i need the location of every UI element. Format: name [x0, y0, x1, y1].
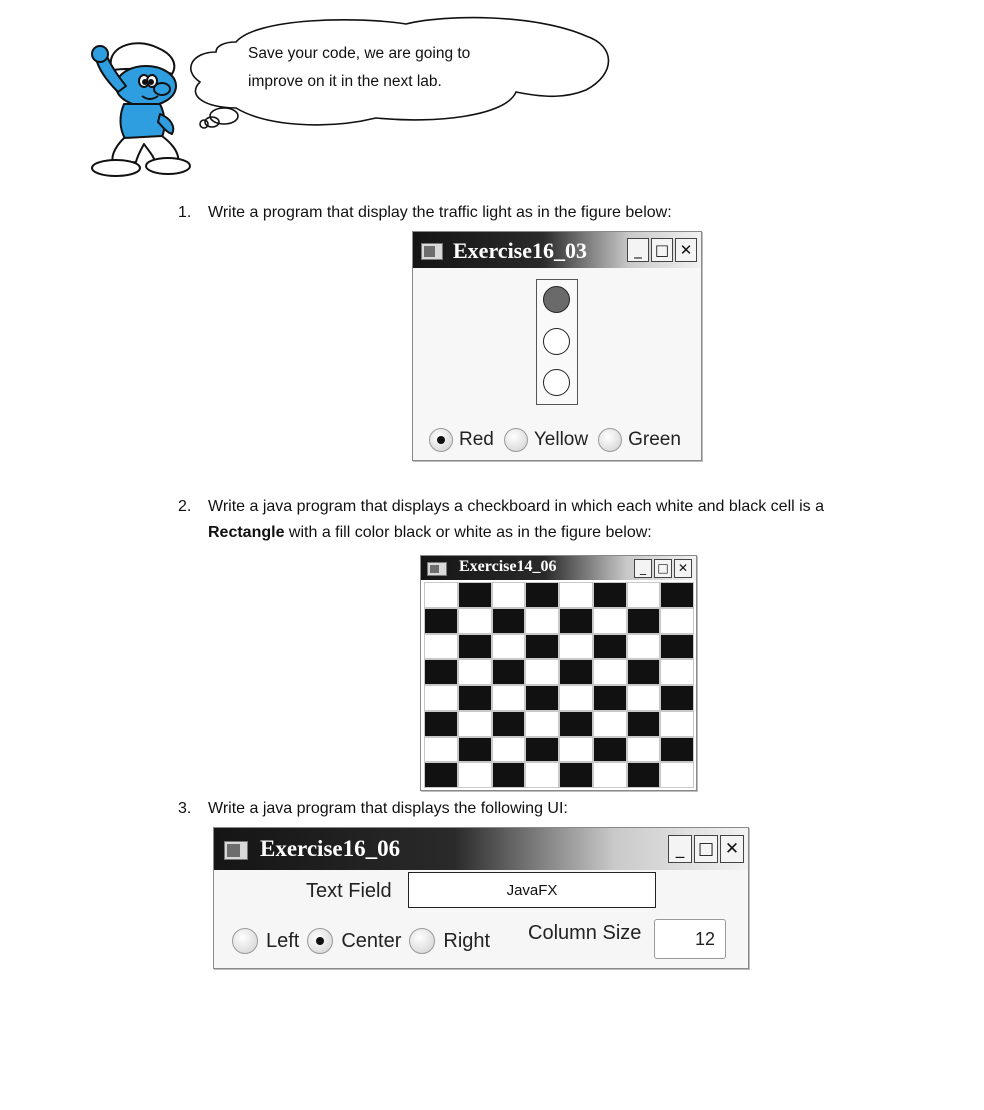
text-field-label: Text Field: [306, 880, 392, 902]
radio-indicator: [409, 928, 435, 954]
bubble-line-2: improve on it in the next lab.: [248, 73, 442, 90]
white-cell: [627, 634, 661, 660]
white-cell: [627, 685, 661, 711]
window-title: Exercise14_06: [459, 558, 557, 575]
item-text-cont: with a fill color black or white as in the figure below:: [284, 524, 652, 541]
close-button[interactable]: ✕: [675, 238, 697, 262]
black-cell: [492, 659, 526, 685]
item-number: 2.: [178, 498, 192, 515]
column-size-input[interactable]: 12: [654, 919, 726, 959]
black-cell: [593, 685, 627, 711]
white-cell: [593, 762, 627, 788]
close-button[interactable]: ✕: [720, 835, 744, 863]
black-cell: [627, 659, 661, 685]
black-cell: [458, 737, 492, 763]
radio-left[interactable]: [232, 928, 299, 954]
black-cell: [525, 634, 559, 660]
radio-indicator: [307, 928, 333, 954]
window-title: Exercise16_06: [260, 836, 401, 861]
black-cell: [627, 762, 661, 788]
black-cell: [559, 711, 593, 737]
radio-red[interactable]: [429, 428, 494, 452]
radio-indicator: [598, 428, 622, 452]
minimize-button[interactable]: _: [668, 835, 692, 863]
white-cell: [458, 608, 492, 634]
white-cell: [492, 737, 526, 763]
black-cell: [660, 582, 694, 608]
item-text: Write a java program that displays a checkboard in which each white and black cell is a: [208, 498, 825, 515]
white-cell: [424, 737, 458, 763]
window-titlebar[interactable]: [413, 232, 701, 268]
window-app-icon: [421, 243, 443, 260]
item-bold-term: Rectangle: [208, 524, 285, 541]
white-cell: [525, 762, 559, 788]
white-cell: [458, 762, 492, 788]
radio-label: Left: [266, 929, 300, 952]
black-cell: [627, 711, 661, 737]
light-yellow: [543, 328, 570, 355]
black-cell: [525, 737, 559, 763]
black-cell: [660, 685, 694, 711]
black-cell: [593, 737, 627, 763]
white-cell: [559, 737, 593, 763]
white-cell: [525, 711, 559, 737]
radio-yellow[interactable]: [504, 428, 588, 452]
white-cell: [492, 634, 526, 660]
window-titlebar[interactable]: [214, 828, 748, 870]
window-app-icon: [224, 841, 248, 860]
white-cell: [458, 659, 492, 685]
radio-label: Red: [459, 429, 494, 450]
light-red: [543, 286, 570, 313]
black-cell: [424, 762, 458, 788]
black-cell: [593, 634, 627, 660]
checkerboard-window: [420, 555, 697, 791]
white-cell: [660, 608, 694, 634]
radio-label: Yellow: [533, 429, 589, 450]
white-cell: [627, 737, 661, 763]
item-number: 1.: [178, 204, 192, 221]
radio-right[interactable]: [409, 928, 490, 954]
window-title: Exercise16_03: [453, 238, 588, 263]
white-cell: [559, 634, 593, 660]
white-cell: [559, 685, 593, 711]
minimize-button[interactable]: _: [627, 238, 649, 262]
radio-indicator: [504, 428, 528, 452]
traffic-light-frame: [536, 279, 578, 405]
column-size-label: Column Size: [528, 922, 642, 944]
black-cell: [559, 762, 593, 788]
item-2: [178, 494, 824, 546]
radio-indicator: [232, 928, 258, 954]
light-radio-group: [429, 428, 681, 452]
black-cell: [559, 659, 593, 685]
minimize-button[interactable]: _: [634, 559, 652, 578]
white-cell: [660, 659, 694, 685]
black-cell: [525, 685, 559, 711]
radio-label: Right: [443, 929, 491, 952]
white-cell: [627, 582, 661, 608]
black-cell: [492, 762, 526, 788]
black-cell: [424, 608, 458, 634]
text-field-input[interactable]: JavaFX: [408, 872, 656, 908]
white-cell: [492, 685, 526, 711]
white-cell: [424, 634, 458, 660]
radio-label: Green: [628, 429, 681, 450]
item-number: 3.: [178, 800, 192, 817]
white-cell: [593, 608, 627, 634]
black-cell: [593, 582, 627, 608]
maximize-button[interactable]: □: [694, 835, 718, 863]
white-cell: [424, 582, 458, 608]
white-cell: [660, 711, 694, 737]
light-green: [543, 369, 570, 396]
alignment-radio-group: [232, 928, 490, 954]
white-cell: [559, 582, 593, 608]
white-cell: [525, 608, 559, 634]
white-cell: [660, 762, 694, 788]
white-cell: [492, 582, 526, 608]
item-text: Write a java program that displays the following UI:: [208, 800, 568, 817]
item-1: [178, 200, 672, 226]
black-cell: [660, 737, 694, 763]
window-app-icon: [427, 562, 447, 576]
black-cell: [492, 608, 526, 634]
maximize-button[interactable]: □: [651, 238, 673, 262]
black-cell: [424, 711, 458, 737]
black-cell: [458, 634, 492, 660]
black-cell: [492, 711, 526, 737]
item-text: Write a program that display the traffic light as in the figure below:: [208, 204, 672, 221]
white-cell: [525, 659, 559, 685]
exercise16-06-window: [213, 827, 749, 969]
black-cell: [458, 582, 492, 608]
checkerboard-grid: [424, 582, 694, 788]
white-cell: [424, 685, 458, 711]
black-cell: [525, 582, 559, 608]
radio-center[interactable]: [307, 928, 401, 954]
black-cell: [458, 685, 492, 711]
black-cell: [660, 634, 694, 660]
bubble-line-1: Save your code, we are going to: [248, 45, 471, 62]
black-cell: [424, 659, 458, 685]
radio-indicator: [429, 428, 453, 452]
white-cell: [593, 711, 627, 737]
radio-green[interactable]: [598, 428, 681, 452]
traffic-light-window: [412, 231, 702, 461]
window-titlebar[interactable]: [421, 556, 696, 580]
white-cell: [458, 711, 492, 737]
bubble-text: [248, 40, 470, 96]
close-button[interactable]: ✕: [674, 559, 692, 578]
black-cell: [559, 608, 593, 634]
black-cell: [627, 608, 661, 634]
radio-label: Center: [341, 929, 402, 952]
white-cell: [593, 659, 627, 685]
item-3: [178, 796, 568, 822]
maximize-button[interactable]: □: [654, 559, 672, 578]
